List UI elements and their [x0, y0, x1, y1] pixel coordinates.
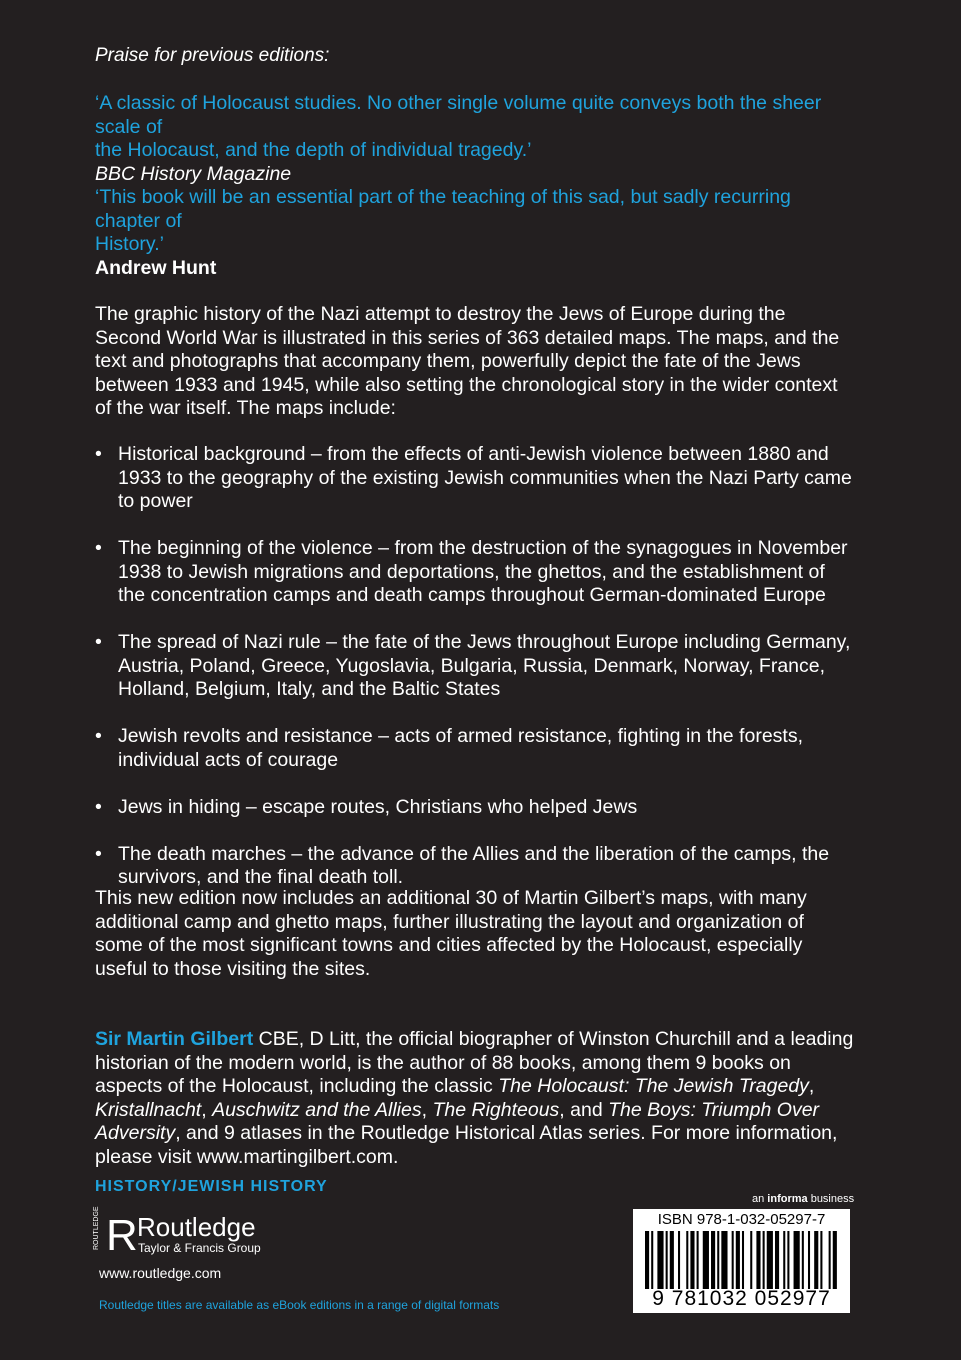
book-title: The Righteous: [432, 1098, 560, 1121]
separator: , and: [559, 1098, 609, 1121]
barcode-bar: [678, 1231, 680, 1289]
quote-text-line: ‘This book will be an essential part of the teaching of this sad, but sadly recurring chapter of: [95, 186, 791, 232]
informa-suffix: business: [807, 1193, 855, 1205]
quote-source: Andrew Hunt: [95, 256, 217, 279]
barcode-bar: [750, 1231, 752, 1289]
isbn-barcode: [633, 1209, 850, 1313]
author-name: Sir Martin Gilbert: [95, 1028, 254, 1050]
informa-brand: informa: [767, 1193, 808, 1205]
barcode-bar: [794, 1231, 800, 1289]
book-title: The Boys: Triumph Over Adversity: [95, 1098, 820, 1144]
author-bio: [95, 1028, 855, 1169]
feature-item: • Historical background – from the effects of anti-Jewish violence between 1880 and 1933 to the geography of the existing Jewish communities when the Nazi Party came to power: [95, 443, 855, 514]
routledge-logo-icon: [93, 1206, 138, 1260]
barcode-bar: [670, 1231, 674, 1289]
barcode-bar: [829, 1231, 831, 1289]
logo-letter: R: [106, 1211, 138, 1260]
barcode-bar: [711, 1231, 715, 1289]
barcode-bar: [645, 1231, 649, 1289]
publisher-group: Taylor & Francis Group: [138, 1241, 261, 1255]
quote-source: BBC History Magazine: [95, 162, 292, 185]
barcode-bar: [767, 1231, 773, 1289]
barcode-bar: [666, 1231, 668, 1289]
author-bio-text: CBE, D Litt, the official biographer of Winston Churchill and a leading historian of the modern world, is the author of 88 books, among them 9 books on aspects of the Holocaust, including the classic: [95, 1028, 854, 1097]
quote-text-line: History.’: [95, 233, 164, 255]
book-title: Auschwitz and the Allies: [212, 1098, 422, 1121]
barcode-bar: [763, 1231, 765, 1289]
barcode-digits: 9 781032 052977: [652, 1287, 831, 1310]
barcode-bar: [697, 1231, 699, 1289]
separator: ,: [808, 1075, 815, 1097]
barcode-bar: [787, 1231, 789, 1289]
separator: ,: [201, 1098, 213, 1121]
barcode-bar: [736, 1231, 740, 1289]
barcode-bar: [775, 1231, 779, 1289]
informa-prefix: an: [752, 1193, 768, 1205]
praise-quote: [95, 186, 855, 280]
barcode-bars: [645, 1231, 845, 1293]
feature-item: • The spread of Nazi rule – the fate of the Jews throughout Europe including Germany, Austria, Poland, Greece, Yugoslavia, Bulgaria, Russia, Denmark, Norway, France, Holland, Belgium, Italy, and the Baltic States: [95, 631, 855, 702]
barcode-bar: [651, 1231, 653, 1289]
barcode-bar: [814, 1231, 818, 1289]
book-title: The Holocaust: The Jewish Tragedy: [498, 1075, 809, 1097]
book-title: Kristallnacht: [95, 1098, 202, 1121]
praise-heading: Praise for previous editions:: [95, 45, 330, 66]
informa-label: [752, 1193, 854, 1205]
author-bio-text: , and 9 atlases in the Routledge Historical Atlas series. For more information, please visit www.martingilbert.com.: [95, 1122, 838, 1168]
new-edition-text: This new edition now includes an additional 30 of Martin Gilbert’s maps, with many additional camp and ghetto maps, further illustrating the layout and organization of some of the most significant towns and cities affected by the Holocaust, especially useful to those visiting the sites.: [95, 887, 807, 980]
subject-category: HISTORY/JEWISH HISTORY: [95, 1178, 328, 1195]
barcode-bar: [820, 1231, 822, 1289]
barcode-bar: [802, 1231, 804, 1289]
separator: ,: [421, 1098, 433, 1121]
publisher-website: www.routledge.com: [99, 1265, 222, 1281]
barcode-bar: [657, 1231, 663, 1289]
barcode-bar: [690, 1231, 694, 1289]
quote-text-line: ‘A classic of Holocaust studies. No other single volume quite conveys both the sheer scale of: [95, 92, 822, 138]
publisher-logo: [95, 1208, 295, 1258]
barcode-bar: [703, 1231, 709, 1289]
description-intro: The graphic history of the Nazi attempt to destroy the Jews of Europe during the Second World War is illustrated in this series of 363 detailed maps. The maps, and the text and photographs that accompany them, powerfully depict the fate of the Jews between 1933 and 1945, while also setting the chronological story in the wider context of the war itself. The maps include:: [95, 303, 840, 419]
barcode-bar: [808, 1231, 810, 1289]
barcode-bar: [756, 1231, 760, 1289]
ebook-note: Routledge titles are available as eBook editions in a range of digital formats: [99, 1298, 500, 1312]
barcode-bar: [833, 1231, 837, 1289]
barcode-bar: [717, 1231, 719, 1289]
barcode-bar: [732, 1231, 734, 1289]
barcode-bar: [742, 1231, 744, 1289]
publisher-name: Routledge: [137, 1212, 256, 1242]
barcode-bar: [721, 1231, 727, 1289]
feature-list: [95, 443, 855, 913]
feature-item: • The beginning of the violence – from the destruction of the synagogues in November 1938 to Jewish migrations and deportations, the ghettos, and the establishment of the concentration camps and death camps throughout German-dominated Europe: [95, 537, 855, 608]
quote-text-line: the Holocaust, and the depth of individual tragedy.’: [95, 139, 532, 161]
isbn-label: ISBN 978-1-032-05297-7: [657, 1211, 826, 1228]
feature-item: • The death marches – the advance of the Allies and the liberation of the camps, the survivors, and the final death toll.: [95, 843, 855, 890]
praise-quote: [95, 92, 855, 186]
logo-vertical-text: ROUTLEDGE: [93, 1206, 100, 1250]
feature-item: • Jewish revolts and resistance – acts of armed resistance, fighting in the forests, individual acts of courage: [95, 725, 855, 772]
barcode-bar: [783, 1231, 785, 1289]
feature-item: • Jews in hiding – escape routes, Christians who helped Jews: [95, 796, 855, 820]
barcode-bar: [686, 1231, 688, 1289]
